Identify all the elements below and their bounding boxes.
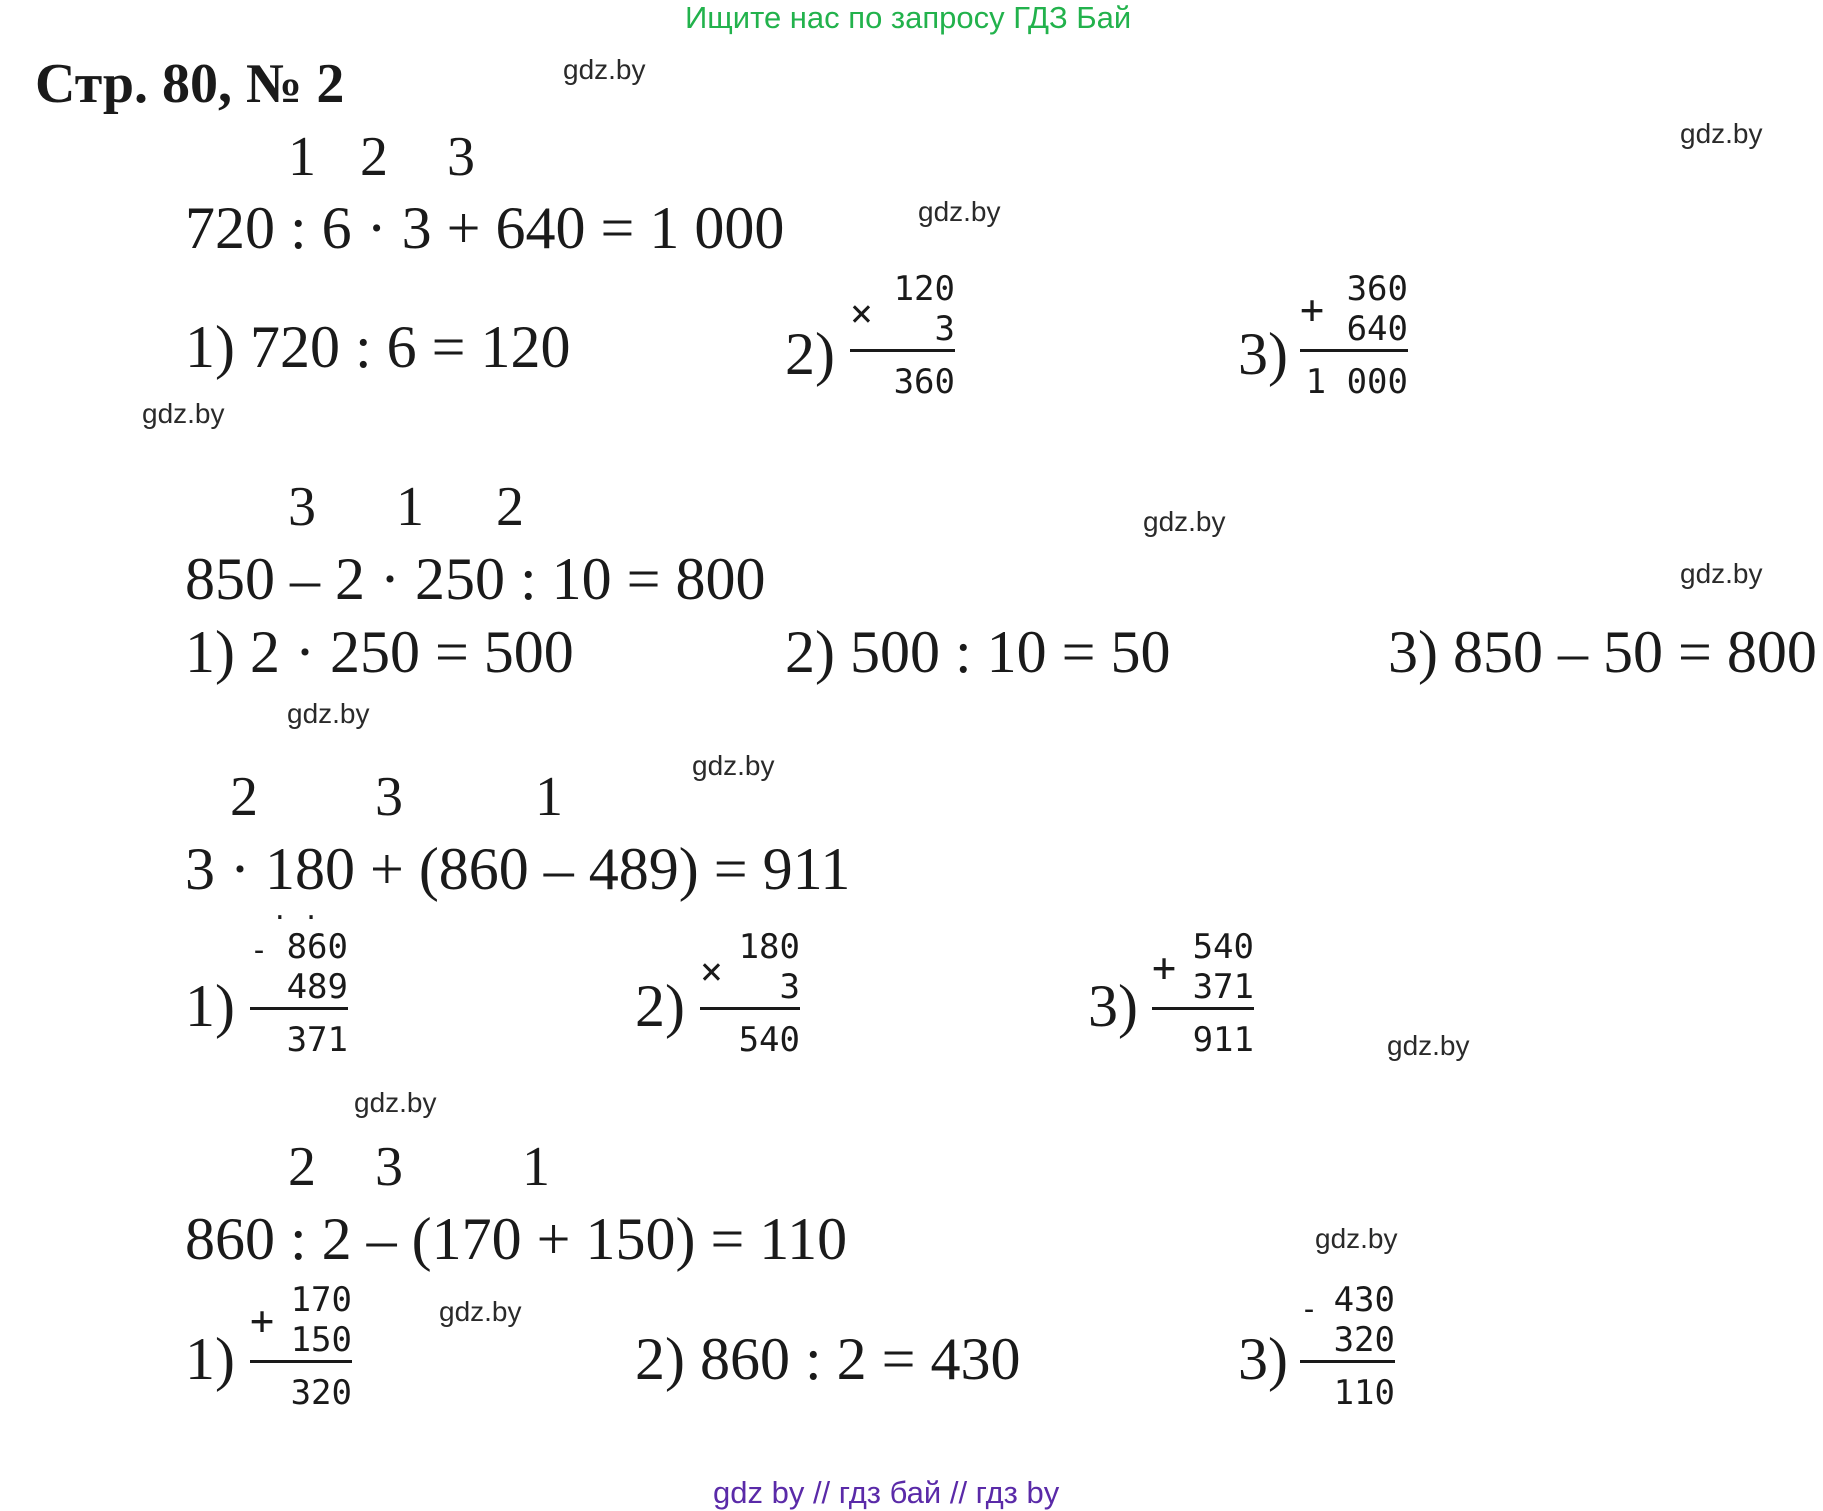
expression: 3 · 180 + (860 – 489) = 911 [185, 836, 851, 902]
operand: 371 [1192, 967, 1254, 1007]
result-line [700, 1007, 800, 1010]
watermark: gdz.by [354, 1087, 437, 1118]
order-number: 3 [288, 476, 316, 538]
result: 540 [738, 1020, 800, 1060]
operand: 640 [1346, 309, 1408, 349]
operand: 3 [934, 309, 955, 349]
result-line [1152, 1007, 1254, 1010]
watermark: gdz.by [692, 750, 775, 781]
column-multiplication [850, 269, 955, 402]
watermark: gdz.by [918, 196, 1001, 227]
result-line [250, 1007, 348, 1010]
order-number: 1 [535, 766, 563, 828]
step-label: 1) [185, 973, 235, 1039]
operand: 120 [893, 269, 955, 309]
watermark: gdz.by [1387, 1030, 1470, 1061]
order-number: 2 [230, 766, 258, 828]
step-3: 3) 850 – 50 = 800 [1388, 619, 1817, 685]
step-2: 2) 500 : 10 = 50 [785, 619, 1171, 685]
operand: 489 [286, 967, 348, 1007]
step-label: 2) [635, 973, 685, 1039]
order-number: 1 [288, 126, 316, 188]
step-label: 2) [785, 321, 835, 387]
step-1 [185, 313, 571, 382]
operand: 540 [1192, 927, 1254, 967]
column-subtraction [250, 896, 348, 1060]
operator-sign: × [850, 291, 873, 335]
step-label: 3) [1088, 973, 1138, 1039]
result-line [1300, 349, 1408, 352]
expression: 720 : 6 · 3 + 640 = 1 000 [185, 195, 785, 261]
result: 320 [290, 1373, 352, 1413]
order-number: 3 [375, 766, 403, 828]
operand: 150 [290, 1320, 352, 1360]
expression: 860 : 2 – (170 + 150) = 110 [185, 1206, 848, 1272]
operator-sign: + [1300, 287, 1325, 333]
column-addition [1152, 927, 1254, 1060]
order-number: 1 [396, 476, 424, 538]
operator-sign: - [1300, 1292, 1319, 1327]
order-number: 1 [522, 1136, 550, 1198]
step-label: 3) [1238, 321, 1288, 387]
column-subtraction [1300, 1280, 1395, 1413]
page-title: Стр. 80, № 2 [35, 53, 345, 115]
step-label: 1) [185, 314, 235, 380]
order-number: 3 [375, 1136, 403, 1198]
order-number: 2 [360, 126, 388, 188]
result: 110 [1333, 1373, 1395, 1413]
result: 911 [1192, 1020, 1254, 1060]
operator-sign: × [700, 949, 723, 993]
step-label: 1) [185, 1326, 235, 1392]
order-number: 3 [447, 126, 475, 188]
operator-sign: + [1152, 945, 1177, 991]
column-addition [1300, 269, 1408, 402]
watermark: gdz.by [142, 398, 225, 429]
column-addition [250, 1280, 352, 1413]
result-line [850, 349, 955, 352]
promo-banner: Ищите нас по запросу ГДЗ Бай [685, 0, 1132, 35]
operand: 360 [1346, 269, 1408, 309]
result: 371 [286, 1020, 348, 1060]
watermark: gdz.by [1315, 1223, 1398, 1254]
result: 360 [893, 362, 955, 402]
watermark: gdz.by [563, 54, 646, 85]
watermark: gdz.by [439, 1296, 522, 1327]
order-number: 2 [496, 476, 524, 538]
borrow-dots: . . [272, 896, 319, 926]
step-text: 720 : 6 = 120 [249, 314, 571, 380]
expression: 850 – 2 · 250 : 10 = 800 [185, 546, 766, 612]
operator-sign: + [250, 1298, 275, 1344]
result-line [250, 1360, 352, 1363]
column-multiplication [700, 927, 800, 1060]
order-number: 2 [288, 1136, 316, 1198]
operand: 3 [779, 967, 800, 1007]
operand: 320 [1333, 1320, 1395, 1360]
operand: 860 [286, 927, 348, 967]
watermark: gdz.by [287, 698, 370, 729]
watermark: gdz.by [1680, 558, 1763, 589]
step-label: 3) [1238, 1326, 1288, 1392]
step-1: 1) 2 · 250 = 500 [185, 619, 574, 685]
operand: 430 [1333, 1280, 1395, 1320]
operand: 180 [738, 927, 800, 967]
step-2: 2) 860 : 2 = 430 [635, 1326, 1021, 1392]
result-line [1300, 1360, 1395, 1363]
result: 1 000 [1305, 362, 1408, 402]
operator-sign: - [250, 933, 269, 968]
operand: 170 [290, 1280, 352, 1320]
footer-links: gdz by // гдз бай // гдз by [713, 1475, 1060, 1510]
watermark: gdz.by [1680, 118, 1763, 149]
watermark: gdz.by [1143, 506, 1226, 537]
